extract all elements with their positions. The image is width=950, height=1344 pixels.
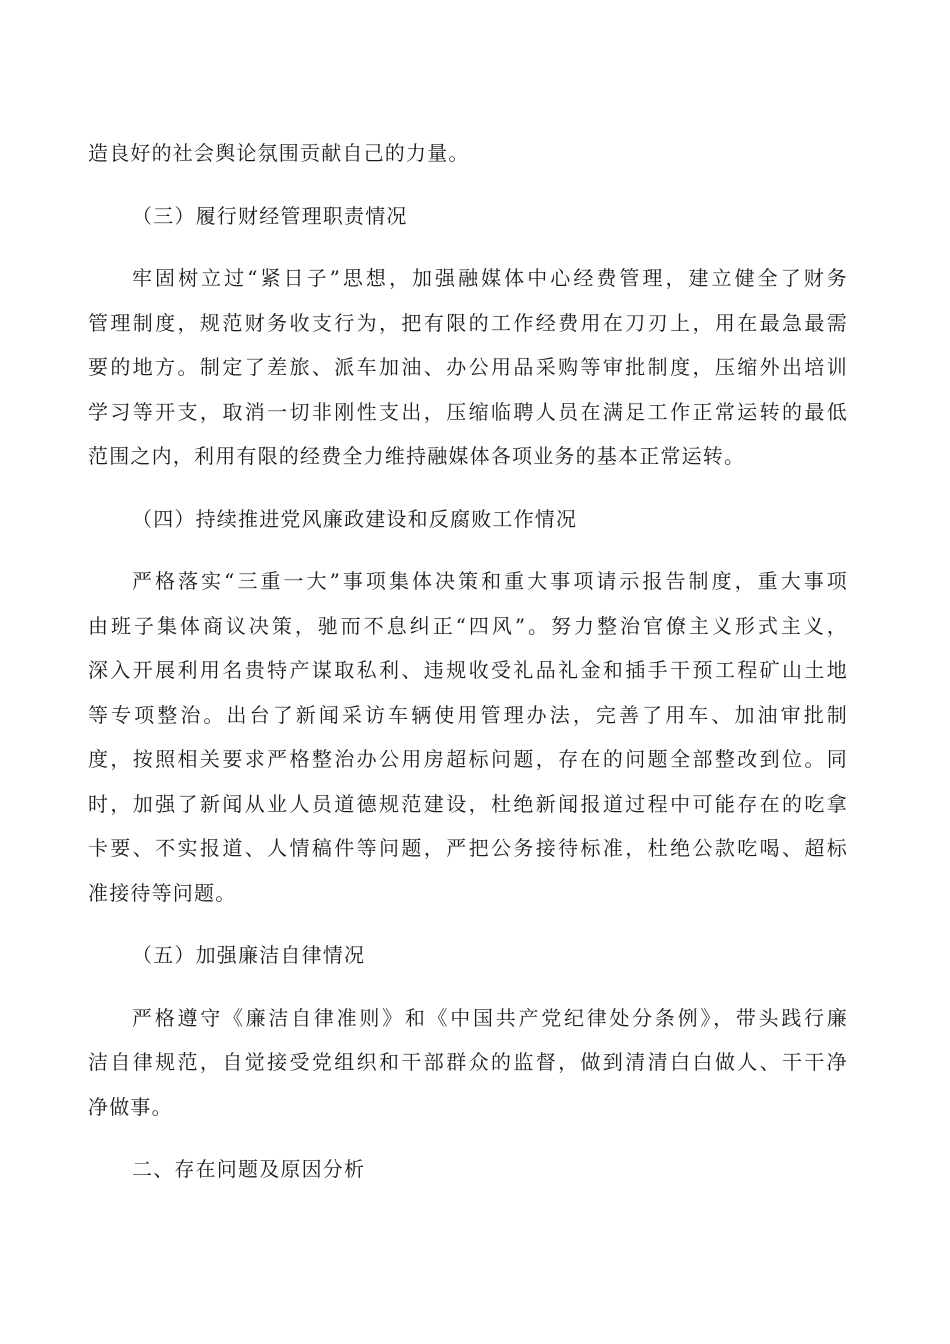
- paragraph-line: 管理制度，规范财务收支行为，把有限的工作经费用在刀刃上，用在最急最需: [88, 310, 848, 335]
- paragraph-line: 深入开展利用名贵特产谋取私利、违规收受礼品礼金和插手干预工程矿山土地: [88, 658, 848, 682]
- paragraph-line: 度，按照相关要求严格整治办公用房超标问题，存在的问题全部整改到位。同: [88, 747, 848, 771]
- section-heading-2: 二、存在问题及原因分析: [132, 1157, 366, 1181]
- paragraph-line: 范围之内，利用有限的经费全力维持融媒体各项业务的基本正常运转。: [88, 444, 746, 468]
- paragraph-line: 净做事。: [88, 1094, 173, 1119]
- paragraph-line: 卡要、不实报道、人情稿件等问题，严把公务接待标准，杜绝公款吃喝、超标: [88, 836, 848, 860]
- paragraph-line: 准接待等问题。: [88, 880, 237, 905]
- paragraph-line: 洁自律规范，自觉接受党组织和干部群众的监督，做到清清白白做人、干干净: [88, 1050, 848, 1074]
- paragraph-line: 严格落实“三重一大”事项集体决策和重大事项请示报告制度，重大事项: [132, 569, 848, 593]
- section-heading-4: （四）持续推进党风廉政建设和反腐败工作情况: [132, 506, 578, 531]
- paragraph-line: 严格遵守《廉洁自律准则》和《中国共产党纪律处分条例》，带头践行廉: [132, 1005, 848, 1030]
- paragraph-line: 时，加强了新闻从业人员道德规范建设，杜绝新闻报道过程中可能存在的吃拿: [88, 791, 848, 816]
- paragraph-line: 等专项整治。出台了新闻采访车辆使用管理办法，完善了用车、加油审批制: [88, 702, 848, 727]
- document-body: [88, 131, 848, 1192]
- paragraph-line: 牢固树立过“紧日子”思想，加强融媒体中心经费管理，建立健全了财务: [132, 266, 848, 290]
- section-heading-3: （三）履行财经管理职责情况: [132, 203, 408, 228]
- paragraph-line: 学习等开支，取消一切非刚性支出，压缩临聘人员在满足工作正常运转的最低: [88, 399, 848, 424]
- paragraph-line: 由班子集体商议决策，驰而不息纠正“四风”。努力整治官僚主义形式主义，: [88, 613, 848, 638]
- section-heading-5: （五）加强廉洁自律情况: [132, 943, 366, 967]
- paragraph-line: 造良好的社会舆论氛围贡献自己的力量。: [88, 141, 470, 165]
- paragraph-line: 要的地方。制定了差旅、派车加油、办公用品采购等审批制度，压缩外出培训: [88, 355, 848, 379]
